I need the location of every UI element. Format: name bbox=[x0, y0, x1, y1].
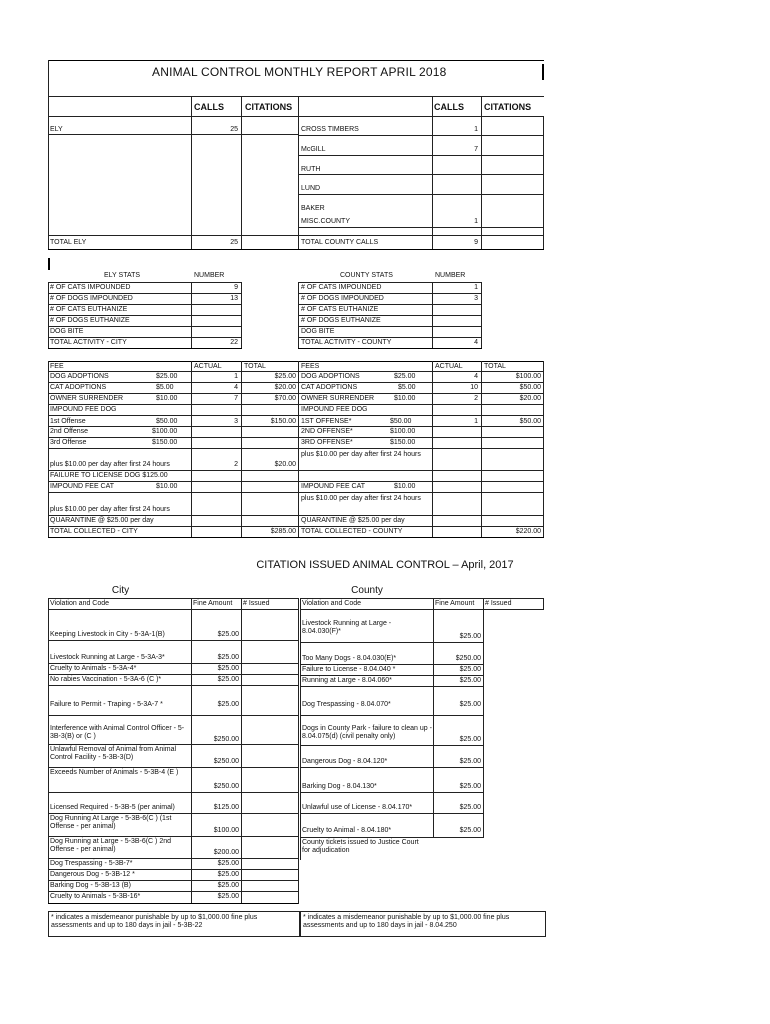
county-fee-label: plus $10.00 per day after first 24 hours bbox=[301, 495, 421, 502]
county-citation-fine: $25.00 bbox=[459, 758, 481, 765]
county-citation-fine: $25.00 bbox=[459, 736, 481, 743]
ely-stat-label: # OF CATS EUTHANIZE bbox=[50, 306, 128, 313]
county-fee-amount: $10.00 bbox=[394, 395, 416, 402]
county-citations-table bbox=[300, 598, 544, 860]
county-citation-fine: $25.00 bbox=[459, 783, 481, 790]
city-citation-fine: $25.00 bbox=[217, 871, 239, 878]
city-citation-fine: $125.00 bbox=[213, 804, 239, 811]
city-citations-header: CITATIONS bbox=[245, 102, 293, 112]
ely-stat-label: # OF DOGS IMPOUNDED bbox=[50, 295, 133, 302]
county-citation-header: County bbox=[351, 585, 383, 596]
county-row-label: LUND bbox=[301, 185, 321, 192]
city-citation-fine: $25.00 bbox=[217, 893, 239, 900]
county-fee-label: 2ND OFFENSE* bbox=[301, 428, 353, 435]
city-fee-total: $25.00 bbox=[274, 373, 296, 380]
county-stat-label: # OF DOGS EUTHANIZE bbox=[301, 317, 381, 324]
county-stat-label: # OF CATS IMPOUNDED bbox=[301, 284, 382, 291]
county-stats-header: COUNTY STATS bbox=[340, 272, 393, 279]
city-name: ELY bbox=[50, 126, 63, 133]
city-fee-total: $150.00 bbox=[270, 418, 296, 425]
city-citation-label: Cruelty to Animals - 5-3A-4* bbox=[50, 665, 137, 672]
city-citation-label: Exceeds Number of Animals - 5-3B-4 (E ) bbox=[50, 769, 179, 776]
city-col-issued: # Issued bbox=[243, 600, 270, 607]
city-fee-actual: 3 bbox=[234, 418, 238, 425]
county-citation-fine: $25.00 bbox=[459, 804, 481, 811]
city-citation-fine: $25.00 bbox=[217, 631, 239, 638]
stats-section bbox=[48, 272, 544, 352]
county-calls-header: CALLS bbox=[434, 102, 464, 112]
ely-stat-label: TOTAL ACTIVITY - CITY bbox=[50, 339, 127, 346]
city-fee-total: $20.00 bbox=[274, 461, 296, 468]
city-fee-label: OWNER SURRENDER bbox=[50, 395, 124, 402]
ely-stats-header: ELY STATS bbox=[104, 272, 141, 279]
city-fee-amount: $10.00 bbox=[156, 483, 178, 490]
county-col-violation: Violation and Code bbox=[302, 600, 362, 607]
city-citation-fine: $25.00 bbox=[217, 665, 239, 672]
ely-stat-value: 9 bbox=[234, 284, 238, 291]
ely-stat-value: 22 bbox=[230, 339, 238, 346]
total-ely-label: TOTAL ELY bbox=[50, 239, 87, 246]
county-fee-actual: 1 bbox=[474, 418, 478, 425]
city-citation-header: City bbox=[111, 585, 130, 596]
county-fee-label: 3RD OFFENSE* bbox=[301, 439, 353, 446]
county-fee-actual: 10 bbox=[470, 384, 478, 391]
county-citation-label: Livestock Running at Large - 8.04.030(F)* bbox=[302, 620, 392, 635]
city-fee-label: 2nd Offense bbox=[50, 428, 89, 435]
city-citation-fine: $250.00 bbox=[213, 758, 239, 765]
city-fee-label: CAT ADOPTIONS bbox=[50, 384, 107, 391]
county-fee-amount: $50.00 bbox=[390, 418, 412, 425]
county-stat-value: 1 bbox=[474, 284, 478, 291]
county-actual-header: ACTUAL bbox=[435, 363, 463, 370]
city-citation-label: Dangerous Dog - 5-3B-12 * bbox=[50, 871, 135, 878]
city-citations-table bbox=[48, 598, 298, 904]
city-fee-label: DOG ADOPTIONS bbox=[50, 373, 109, 380]
city-fee-actual: 7 bbox=[234, 395, 238, 402]
county-citation-label: Dangerous Dog - 8.04.120* bbox=[302, 758, 388, 765]
county-stat-label: DOG BITE bbox=[301, 328, 335, 335]
city-citation-fine: $25.00 bbox=[217, 860, 239, 867]
county-fee-label: IMPOUND FEE DOG bbox=[301, 406, 368, 413]
county-number-header: NUMBER bbox=[435, 272, 466, 279]
county-fee-label: plus $10.00 per day after first 24 hours bbox=[301, 451, 421, 458]
county-citation-label: Dogs in County Park - failure to clean up - 8.04.075(d) (civil penalty only) bbox=[302, 725, 432, 740]
county-stat-label: # OF CATS EUTHANIZE bbox=[301, 306, 379, 313]
ely-number-header: NUMBER bbox=[194, 272, 225, 279]
city-citation-label: Barking Dog - 5-3B-13 (B) bbox=[50, 882, 131, 889]
city-footnote-box bbox=[48, 911, 300, 937]
county-fee-label: QUARANTINE @ $25.00 per day bbox=[301, 517, 405, 524]
county-fee-label: DOG ADOPTIONS bbox=[301, 373, 360, 380]
city-citation-label: Cruelty to Animals - 5-3B-16* bbox=[50, 893, 141, 900]
county-row-label: CROSS TIMBERS bbox=[301, 126, 359, 133]
city-fee-total: $70.00 bbox=[274, 395, 296, 402]
county-footnote: * indicates a misdemeanor punishable by up to $1,000.00 fine plus assessments and up to 180 days in jail - 8.04.250 bbox=[303, 914, 510, 929]
city-citation-fine: $25.00 bbox=[217, 701, 239, 708]
county-citation-label: Failure to License - 8.04.040 * bbox=[302, 666, 396, 673]
city-citation-label: Dog Trespassing - 5-3B-7* bbox=[50, 860, 133, 867]
city-fee-actual: 2 bbox=[234, 461, 238, 468]
city-fee-label: 1st Offense bbox=[50, 418, 86, 425]
county-fee-label: IMPOUND FEE CAT bbox=[301, 483, 366, 490]
county-citation-fine: $25.00 bbox=[459, 677, 481, 684]
county-fee-total: $100.00 bbox=[515, 373, 541, 380]
city-fee-label: IMPOUND FEE CAT bbox=[50, 483, 115, 490]
city-footnote: * indicates a misdemeanor punishable by up to $1,000.00 fine plus assessments and up to 180 days in jail - 5-3B-22 bbox=[51, 914, 258, 929]
ely-stat-label: DOG BITE bbox=[50, 328, 84, 335]
fees-section bbox=[48, 361, 544, 541]
city-fee-actual: 4 bbox=[234, 384, 238, 391]
county-col-fine: Fine Amount bbox=[435, 600, 475, 607]
county-row-calls: 7 bbox=[474, 146, 478, 153]
city-fee-label: QUARANTINE @ $25.00 per day bbox=[50, 517, 154, 524]
city-calls-value: 25 bbox=[230, 126, 238, 133]
county-citation-label: Dog Trespassing - 8.04.070* bbox=[302, 701, 391, 708]
city-fee-actual: 1 bbox=[234, 373, 238, 380]
county-fee-label: CAT ADOPTIONS bbox=[301, 384, 358, 391]
city-fee-amount: $150.00 bbox=[152, 439, 178, 446]
county-fee-amount: $100.00 bbox=[390, 428, 416, 435]
county-row-label: RUTH bbox=[301, 166, 321, 173]
county-stat-label: TOTAL ACTIVITY - COUNTY bbox=[301, 339, 392, 346]
city-total-header: TOTAL bbox=[244, 363, 266, 370]
city-citation-fine: $100.00 bbox=[213, 827, 239, 834]
county-fee-label: 1ST OFFENSE* bbox=[301, 418, 352, 425]
city-citation-fine: $250.00 bbox=[213, 736, 239, 743]
county-citation-label: Too Many Dogs - 8.04.030(E)* bbox=[302, 655, 397, 662]
total-ely-calls: 25 bbox=[230, 239, 238, 246]
city-citation-label: Livestock Running at Large - 5-3A-3* bbox=[50, 654, 165, 661]
city-citation-label: Unlawful Removal of Animal from Animal Control Facility - 5-3B-3(D) bbox=[50, 746, 177, 761]
county-citation-label: Cruelty to Animal - 8.04.180* bbox=[302, 827, 392, 834]
county-col-issued: # Issued bbox=[485, 600, 512, 607]
county-citation-fine: $25.00 bbox=[459, 701, 481, 708]
county-row-calls: 1 bbox=[474, 218, 478, 225]
city-citation-label: Dog Running At Large - 5-3B-6(C ) (1st Offense - per animal) bbox=[50, 815, 172, 830]
city-fee-amount: $25.00 bbox=[156, 373, 178, 380]
city-fee-label: 3rd Offense bbox=[50, 439, 87, 446]
citation-title: CITATION ISSUED ANIMAL CONTROL – April, 2017 bbox=[256, 559, 514, 571]
city-col-fine: Fine Amount bbox=[193, 600, 233, 607]
city-fee-grand-total: $285.00 bbox=[270, 528, 296, 535]
county-citation-label: Barking Dog - 8.04.130* bbox=[302, 783, 377, 790]
county-row-label: MISC.COUNTY bbox=[301, 218, 350, 225]
calls-section bbox=[48, 60, 544, 250]
county-fee-amount: $5.00 bbox=[398, 384, 416, 391]
county-fee-total: $50.00 bbox=[519, 418, 541, 425]
city-citation-fine: $200.00 bbox=[213, 849, 239, 856]
city-citation-label: Licensed Required - 5-3B-5 (per animal) bbox=[50, 804, 175, 811]
county-row-label: McGILL bbox=[301, 146, 326, 153]
city-fee-label: IMPOUND FEE DOG bbox=[50, 406, 117, 413]
city-fee-label: plus $10.00 per day after first 24 hours bbox=[50, 506, 170, 513]
county-citations-header: CITATIONS bbox=[484, 102, 532, 112]
city-fee-total-label: TOTAL COLLECTED - CITY bbox=[50, 528, 138, 535]
report-title: ANIMAL CONTROL MONTHLY REPORT APRIL 2018 bbox=[152, 65, 447, 79]
city-citation-label: Failure to Permit - Traping - 5-3A-7 * bbox=[50, 701, 163, 708]
county-fee-amount: $25.00 bbox=[394, 373, 416, 380]
city-actual-header: ACTUAL bbox=[194, 363, 222, 370]
ely-stat-value: 13 bbox=[230, 295, 238, 302]
city-fee-amount: $10.00 bbox=[156, 395, 178, 402]
ely-stat-label: # OF CATS IMPOUNDED bbox=[50, 284, 131, 291]
county-footnote-box bbox=[300, 911, 546, 937]
city-citation-fine: $25.00 bbox=[217, 654, 239, 661]
county-fee-amount: $10.00 bbox=[394, 483, 416, 490]
city-citation-fine: $25.00 bbox=[217, 676, 239, 683]
city-citation-fine: $250.00 bbox=[213, 783, 239, 790]
city-fee-amount: $5.00 bbox=[156, 384, 174, 391]
city-citation-label: No rabies Vaccination - 5-3A-6 (C )* bbox=[50, 676, 162, 683]
county-fee-label: OWNER SURRENDER bbox=[301, 395, 375, 402]
city-citation-label: Interference with Animal Control Officer - 5-3B-3(B) or (C ) bbox=[50, 725, 185, 740]
county-citation-fine: $25.00 bbox=[459, 633, 481, 640]
county-fee-total: $50.00 bbox=[519, 384, 541, 391]
city-citation-label: Dog Running at Large - 5-3B-6(C ) 2nd Offense - per animal) bbox=[50, 838, 172, 853]
county-citation-label: Running at Large - 8.04.060* bbox=[302, 677, 392, 684]
county-row-calls: 1 bbox=[474, 126, 478, 133]
county-fee-actual: 4 bbox=[474, 373, 478, 380]
county-fee-grand-total: $220.00 bbox=[515, 528, 541, 535]
city-fee-amount: $50.00 bbox=[156, 418, 178, 425]
county-citation-fine: $25.00 bbox=[459, 827, 481, 834]
city-fee-header: FEE bbox=[50, 363, 64, 370]
city-calls-header: CALLS bbox=[194, 102, 224, 112]
city-fee-total: $20.00 bbox=[274, 384, 296, 391]
total-county-label: TOTAL COUNTY CALLS bbox=[301, 239, 379, 246]
county-fee-header: FEES bbox=[301, 363, 320, 370]
total-county-calls: 9 bbox=[474, 239, 478, 246]
city-fee-label: plus $10.00 per day after first 24 hours bbox=[50, 461, 170, 468]
county-row-label: BAKER bbox=[301, 205, 325, 212]
county-citation-fine: $250.00 bbox=[455, 655, 481, 662]
county-stat-value: 3 bbox=[474, 295, 478, 302]
county-citation-fine: $25.00 bbox=[459, 666, 481, 673]
city-col-violation: Violation and Code bbox=[50, 600, 110, 607]
city-fee-amount: $100.00 bbox=[152, 428, 178, 435]
county-fee-total: $20.00 bbox=[519, 395, 541, 402]
county-stat-value: 4 bbox=[474, 339, 478, 346]
county-court-note: County tickets issued to Justice Court for adjudication bbox=[302, 839, 419, 854]
county-fee-actual: 2 bbox=[474, 395, 478, 402]
county-fee-total-label: TOTAL COLLECTED - COUNTY bbox=[301, 528, 403, 535]
margin-mark bbox=[48, 258, 50, 270]
county-total-header: TOTAL bbox=[484, 363, 506, 370]
city-fee-label: FAILURE TO LICENSE DOG $125.00 bbox=[50, 472, 168, 479]
county-stat-label: # OF DOGS IMPOUNDED bbox=[301, 295, 384, 302]
county-citation-label: Unlawful use of License - 8.04.170* bbox=[302, 804, 413, 811]
city-citation-fine: $25.00 bbox=[217, 882, 239, 889]
city-citation-label: Keeping Livestock in City - 5-3A-1(B) bbox=[50, 631, 165, 638]
ely-stat-label: # OF DOGS EUTHANIZE bbox=[50, 317, 130, 324]
county-fee-amount: $150.00 bbox=[390, 439, 416, 446]
